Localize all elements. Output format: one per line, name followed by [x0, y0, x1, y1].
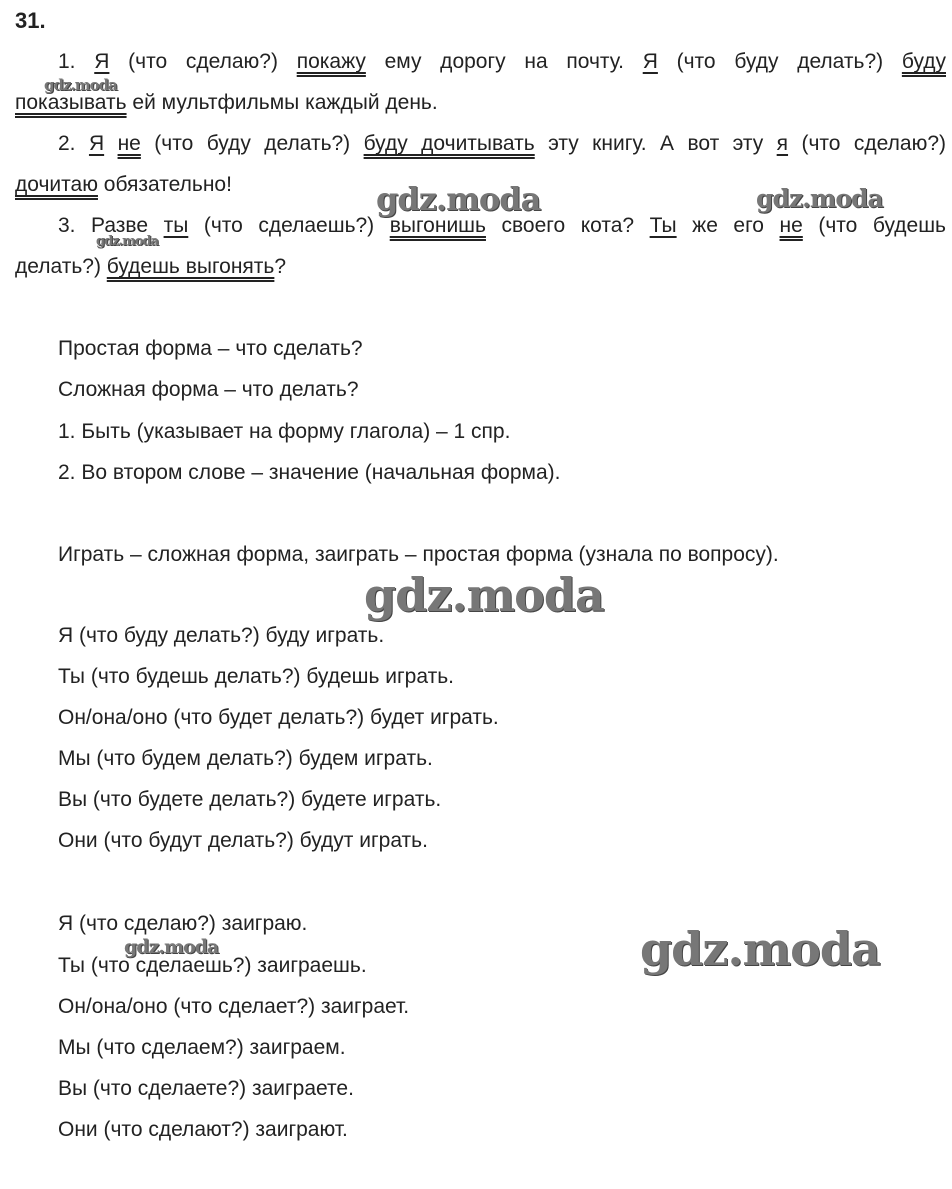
subject-word: Я — [642, 50, 658, 73]
subject-word: Я — [88, 132, 105, 155]
text-segment: (что будешь — [802, 214, 946, 237]
text-segment: эту книгу. А вот эту — [534, 132, 777, 155]
text-line — [58, 746, 433, 772]
text-segment: 2. Во втором слове – значение (начальная форма). — [58, 461, 561, 484]
text-segment: (что сделаю?) — [788, 132, 946, 155]
text-line — [58, 828, 428, 854]
text-segment: ему дорогу на почту. — [365, 50, 643, 73]
predicate-word: не — [117, 132, 141, 155]
text-segment: Вы (что будете делать?) будете играть. — [58, 788, 442, 811]
text-line — [58, 787, 441, 813]
text-segment: Ты (что сделаешь?) заиграешь. — [58, 954, 367, 977]
text-line — [58, 377, 359, 403]
subject-word: Я — [94, 50, 110, 73]
subject-word: Ты — [649, 214, 677, 237]
text-segment — [104, 132, 117, 155]
predicate-word: буду — [901, 50, 946, 73]
predicate-word: буду дочитывать — [363, 132, 535, 155]
text-segment: Мы (что будем делать?) будем играть. — [58, 747, 433, 770]
watermark: gdz.moda — [756, 184, 883, 213]
text-segment: 3. Разве — [58, 214, 164, 237]
predicate-word: покажу — [296, 50, 366, 73]
text-line — [58, 1076, 354, 1102]
text-line — [58, 994, 409, 1020]
text-segment: Они (что будут делать?) будут играть. — [58, 829, 428, 852]
text-line — [58, 336, 363, 362]
text-segment: Я (что сделаю?) заиграю. — [58, 912, 308, 935]
watermark: gdz.moda — [96, 234, 159, 249]
subject-word: я — [776, 132, 789, 155]
task-number: 31. — [15, 8, 46, 33]
text-line — [58, 664, 454, 690]
predicate-word: будешь выгонять — [106, 255, 275, 278]
text-line — [15, 254, 286, 280]
text-segment: Они (что сделают?) заиграют. — [58, 1118, 348, 1141]
text-line — [58, 131, 946, 157]
text-segment: (что буду делать?) — [140, 132, 364, 155]
watermark: gdz.moda — [124, 936, 219, 958]
predicate-word: показывать — [15, 91, 127, 114]
text-segment: Он/она/оно (что будет делать?) будет играть. — [58, 706, 499, 729]
text-segment: 1. Быть (указывает на форму глагола) – 1 спр. — [58, 420, 511, 443]
watermark: gdz.moda — [364, 568, 604, 622]
text-line — [58, 419, 510, 445]
text-segment: Я (что буду делать?) буду играть. — [58, 624, 385, 647]
text-line — [58, 49, 946, 75]
text-segment: Ты (что будешь делать?) будешь играть. — [58, 665, 454, 688]
predicate-word: не — [779, 214, 803, 237]
text-segment: 2. — [58, 132, 89, 155]
text-segment: ? — [274, 255, 287, 278]
watermark: gdz.moda — [44, 76, 117, 94]
text-line — [58, 1035, 346, 1061]
predicate-word: выгонишь — [389, 214, 486, 237]
text-line — [58, 1117, 348, 1143]
text-segment: Мы (что сделаем?) заиграем. — [58, 1036, 346, 1059]
watermark: gdz.moda — [640, 922, 880, 976]
text-line — [58, 542, 779, 568]
text-segment: Сложная форма – что делать? — [58, 378, 359, 401]
text-segment: Вы (что сделаете?) заиграете. — [58, 1077, 354, 1100]
text-line — [58, 911, 307, 937]
predicate-word: дочитаю — [15, 173, 98, 196]
watermark: gdz.moda — [376, 180, 541, 218]
text-segment: же его — [676, 214, 780, 237]
text-segment: Он/она/оно (что сделает?) заиграет. — [58, 995, 410, 1018]
text-segment: делать?) — [15, 255, 107, 278]
text-segment: (что сделаю?) — [109, 50, 297, 73]
text-segment: Простая форма – что сделать? — [58, 337, 363, 360]
text-segment: своего кота? — [485, 214, 650, 237]
subject-word: ты — [163, 214, 189, 237]
text-segment: обязательно! — [97, 173, 232, 196]
text-line — [15, 172, 232, 198]
text-segment: (что сделаешь?) — [188, 214, 390, 237]
text-line — [58, 460, 560, 486]
text-segment: (что буду делать?) — [657, 50, 902, 73]
text-segment: 1. — [58, 50, 95, 73]
text-line — [58, 705, 499, 731]
text-segment: Играть – сложная форма, заиграть – простая форма (узнала по вопросу). — [58, 543, 779, 566]
text-line — [58, 623, 384, 649]
text-segment: ей мультфильмы каждый день. — [126, 91, 438, 114]
